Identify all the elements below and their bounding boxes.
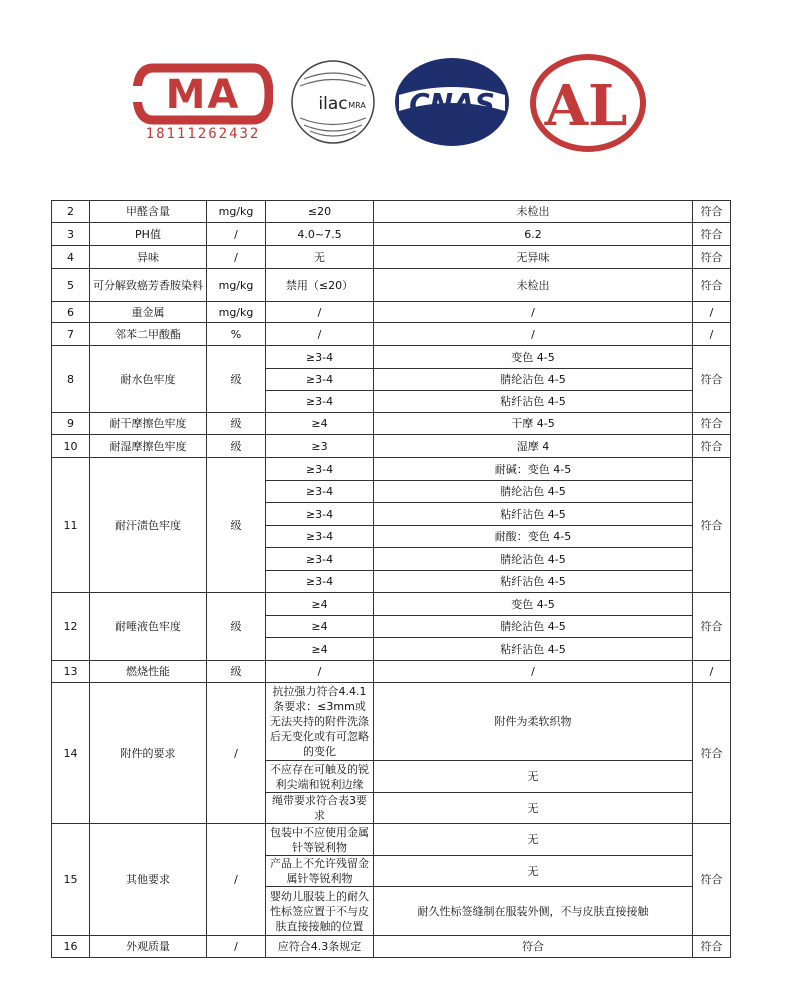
result: 粘纤沾色 4-5 <box>374 503 693 526</box>
requirement: / <box>266 661 374 683</box>
result: / <box>374 302 693 323</box>
requirement: ≥3-4 <box>266 526 374 548</box>
test-item: 耐汗渍色牢度 <box>90 458 207 593</box>
requirement: 4.0~7.5 <box>266 223 374 246</box>
row-number: 12 <box>52 593 90 661</box>
unit: 级 <box>207 458 266 593</box>
unit: % <box>207 323 266 346</box>
row-number: 2 <box>52 201 90 223</box>
svg-text:ilac: ilac <box>318 94 348 114</box>
unit: / <box>207 936 266 958</box>
table-row <box>52 201 731 223</box>
cma-logo <box>133 62 273 147</box>
verdict: 符合 <box>693 346 731 413</box>
ilac-mra-logo <box>290 59 376 145</box>
test-item: 其他要求 <box>90 824 207 936</box>
row-number: 3 <box>52 223 90 246</box>
row-number: 10 <box>52 435 90 458</box>
result: 附件为柔软织物 <box>374 683 693 761</box>
cnas-logo <box>393 57 511 147</box>
verdict: / <box>693 302 731 323</box>
row-number: 11 <box>52 458 90 593</box>
table-row <box>52 302 731 323</box>
requirement: ≥3-4 <box>266 503 374 526</box>
requirement: ≥4 <box>266 413 374 435</box>
result: 粘纤沾色 4-5 <box>374 638 693 661</box>
row-number: 13 <box>52 661 90 683</box>
requirement: ≥4 <box>266 638 374 661</box>
verdict: 符合 <box>693 435 731 458</box>
verdict: 符合 <box>693 936 731 958</box>
row-number: 7 <box>52 323 90 346</box>
requirement: 不应存在可触及的锐利尖端和锐利边缘 <box>266 761 374 793</box>
test-item: PH值 <box>90 223 207 246</box>
requirement: ≤20 <box>266 201 374 223</box>
result: 无 <box>374 824 693 856</box>
unit: / <box>207 683 266 824</box>
unit: / <box>207 824 266 936</box>
requirement: ≥3-4 <box>266 346 374 369</box>
row-number: 6 <box>52 302 90 323</box>
verdict: 符合 <box>693 593 731 661</box>
table-row <box>52 936 731 958</box>
row-number: 4 <box>52 246 90 269</box>
test-item: 耐干摩擦色牢度 <box>90 413 207 435</box>
test-item: 耐水色牢度 <box>90 346 207 413</box>
cal-logo <box>528 53 648 153</box>
verdict: 符合 <box>693 269 731 302</box>
row-number: 9 <box>52 413 90 435</box>
unit: 级 <box>207 661 266 683</box>
unit: mg/kg <box>207 302 266 323</box>
result: 无 <box>374 856 693 887</box>
verdict: 符合 <box>693 458 731 593</box>
test-item: 附件的要求 <box>90 683 207 824</box>
result: 变色 4-5 <box>374 346 693 369</box>
table-row <box>52 346 731 369</box>
table-row <box>52 269 731 302</box>
result: 腈纶沾色 4-5 <box>374 369 693 391</box>
verdict: 符合 <box>693 413 731 435</box>
result: 腈纶沾色 4-5 <box>374 616 693 638</box>
table-row <box>52 435 731 458</box>
result: 未检出 <box>374 269 693 302</box>
row-number: 14 <box>52 683 90 824</box>
verdict: 符合 <box>693 246 731 269</box>
requirement: ≥3-4 <box>266 548 374 571</box>
table-row <box>52 246 731 269</box>
requirement: 包装中不应使用金属针等锐利物 <box>266 824 374 856</box>
verdict: 符合 <box>693 201 731 223</box>
row-number: 15 <box>52 824 90 936</box>
result: 无异味 <box>374 246 693 269</box>
test-item: 异味 <box>90 246 207 269</box>
unit: / <box>207 246 266 269</box>
result: 腈纶沾色 4-5 <box>374 481 693 503</box>
result: 耐酸：变色 4-5 <box>374 526 693 548</box>
result: 无 <box>374 793 693 824</box>
requirement: 产品上不允许残留金属针等锐利物 <box>266 856 374 887</box>
unit: mg/kg <box>207 201 266 223</box>
result: 耐碱：变色 4-5 <box>374 458 693 481</box>
svg-text:AL: AL <box>544 73 628 139</box>
cma-phone: 18111262432 <box>145 126 261 142</box>
result: / <box>374 661 693 683</box>
table-row <box>52 824 731 856</box>
test-item: 外观质量 <box>90 936 207 958</box>
requirement: 抗拉强力符合4.4.1条要求：≤3mm或无法夹持的附件洗涤后无变化或有可忽略的变化 <box>266 683 374 761</box>
table-row <box>52 413 731 435</box>
result: 未检出 <box>374 201 693 223</box>
requirement: ≥3-4 <box>266 481 374 503</box>
unit: 级 <box>207 593 266 661</box>
test-results-table <box>51 200 731 958</box>
result: 6.2 <box>374 223 693 246</box>
result: 干摩 4-5 <box>374 413 693 435</box>
svg-text:MA: MA <box>165 72 241 118</box>
requirement: ≥3-4 <box>266 391 374 413</box>
result: 粘纤沾色 4-5 <box>374 571 693 593</box>
certification-logos <box>0 0 790 190</box>
requirement: 应符合4.3条规定 <box>266 936 374 958</box>
requirement: 无 <box>266 246 374 269</box>
result: 变色 4-5 <box>374 593 693 616</box>
table-row <box>52 323 731 346</box>
table-row <box>52 661 731 683</box>
verdict: 符合 <box>693 824 731 936</box>
table-row <box>52 458 731 481</box>
verdict: / <box>693 661 731 683</box>
row-number: 5 <box>52 269 90 302</box>
result: 湿摩 4 <box>374 435 693 458</box>
table-row <box>52 593 731 616</box>
result: 无 <box>374 761 693 793</box>
test-item: 耐唾液色牢度 <box>90 593 207 661</box>
result: 符合 <box>374 936 693 958</box>
table-row <box>52 223 731 246</box>
row-number: 8 <box>52 346 90 413</box>
requirement: / <box>266 302 374 323</box>
test-item: 邻苯二甲酸酯 <box>90 323 207 346</box>
row-number: 16 <box>52 936 90 958</box>
requirement: ≥3 <box>266 435 374 458</box>
test-item: 重金属 <box>90 302 207 323</box>
unit: mg/kg <box>207 269 266 302</box>
test-item: 可分解致癌芳香胺染料 <box>90 269 207 302</box>
requirement: 绳带要求符合表3要求 <box>266 793 374 824</box>
result: 耐久性标签缝制在服装外侧，不与皮肤直接接触 <box>374 887 693 936</box>
requirement: ≥4 <box>266 593 374 616</box>
requirement: ≥3-4 <box>266 458 374 481</box>
unit: 级 <box>207 413 266 435</box>
requirement: ≥3-4 <box>266 571 374 593</box>
unit: 级 <box>207 435 266 458</box>
result: / <box>374 323 693 346</box>
unit: / <box>207 223 266 246</box>
requirement: ≥3-4 <box>266 369 374 391</box>
unit: 级 <box>207 346 266 413</box>
verdict: 符合 <box>693 223 731 246</box>
svg-text:CNAS: CNAS <box>409 87 495 120</box>
requirement: 禁用（≤20） <box>266 269 374 302</box>
test-item: 耐湿摩擦色牢度 <box>90 435 207 458</box>
requirement: 婴幼儿服装上的耐久性标签应置于不与皮肤直接接触的位置 <box>266 887 374 936</box>
test-item: 燃烧性能 <box>90 661 207 683</box>
verdict: / <box>693 323 731 346</box>
verdict: 符合 <box>693 683 731 824</box>
svg-text:MRA: MRA <box>348 101 366 110</box>
requirement: / <box>266 323 374 346</box>
result: 腈纶沾色 4-5 <box>374 548 693 571</box>
table-row <box>52 683 731 761</box>
result: 粘纤沾色 4-5 <box>374 391 693 413</box>
test-item: 甲醛含量 <box>90 201 207 223</box>
requirement: ≥4 <box>266 616 374 638</box>
